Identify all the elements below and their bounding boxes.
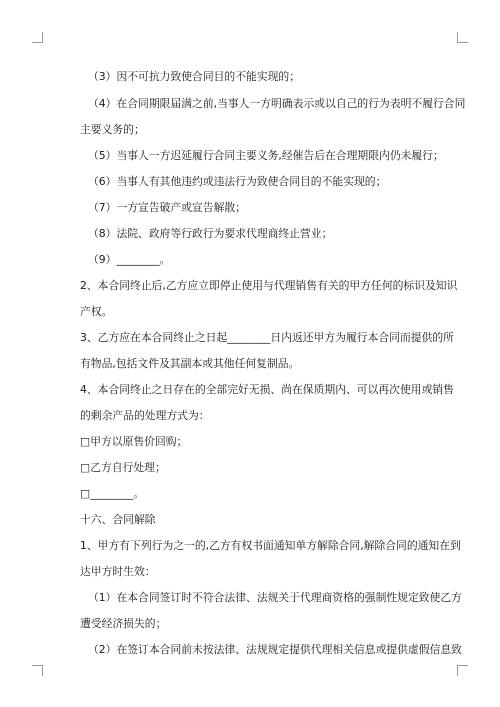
- crop-mark-top-left: [32, 32, 43, 43]
- clause-item-4-cont: 主要义务的；: [80, 123, 145, 136]
- section-heading-16: 十六、合同解除: [80, 513, 156, 526]
- option-self-handle: □乙方自行处理；: [80, 461, 166, 474]
- paragraph-2: 2、本合同终止后,乙方应立即停止使用与代理销售有关的甲方任何的标识及知识: [80, 279, 458, 292]
- clause-item-3: （3）因不可抗力致使合同目的不能实现的；: [88, 70, 301, 83]
- crop-mark-bottom-right: [457, 665, 468, 676]
- clause-item-6: （6）当事人有其他违约或违法行为致使合同目的不能实现的；: [88, 175, 387, 188]
- clause-item-8: （8）法院、政府等行政行为要求代理商终止营业；: [88, 227, 333, 240]
- paragraph-3: 3、乙方应在本合同终止之日起________日内返还甲方为履行本合同而提供的所: [80, 331, 454, 344]
- clause-item-7: （7）一方宣告破产或宣告解散；: [88, 201, 247, 214]
- section-16-paragraph-1: 1、甲方有下列行为之一的,乙方有权书面通知单方解除合同,解除合同的通知在到: [80, 539, 461, 552]
- crop-mark-top-right: [457, 32, 468, 43]
- section-16-item-2: （2）在签订本合同前未按法律、法规规定提供代理相关信息或提供虚假信息致: [88, 643, 462, 656]
- clause-item-4: （4）在合同期限届满之前,当事人一方明确表示或以自己的行为表明不履行合同: [88, 97, 466, 110]
- section-16-item-1-cont: 遭受经济损失的；: [80, 617, 167, 630]
- paragraph-3-cont: 有物品,包括文件及其副本或其他任何复制品。: [80, 357, 300, 370]
- crop-mark-bottom-left: [32, 665, 43, 676]
- paragraph-4-cont: 的剩余产品的处理方式为：: [80, 409, 210, 422]
- clause-item-9: （9）________。: [88, 253, 171, 266]
- option-buyback: □甲方以原售价回购；: [80, 435, 188, 448]
- paragraph-2-cont: 产权。: [80, 305, 113, 318]
- clause-item-5: （5）当事人一方迟延履行合同主要义务,经催告后在合理期限内仍未履行；: [88, 149, 444, 162]
- option-other: □________。: [80, 487, 145, 500]
- section-16-paragraph-1-cont: 达甲方时生效：: [80, 565, 156, 578]
- section-16-item-1: （1）在本合同签订时不符合法律、法规关于代理商资格的强制性规定致使乙方: [88, 591, 462, 604]
- paragraph-4: 4、本合同终止之日存在的全部完好无损、尚在保质期内、可以再次使用或销售: [80, 383, 454, 396]
